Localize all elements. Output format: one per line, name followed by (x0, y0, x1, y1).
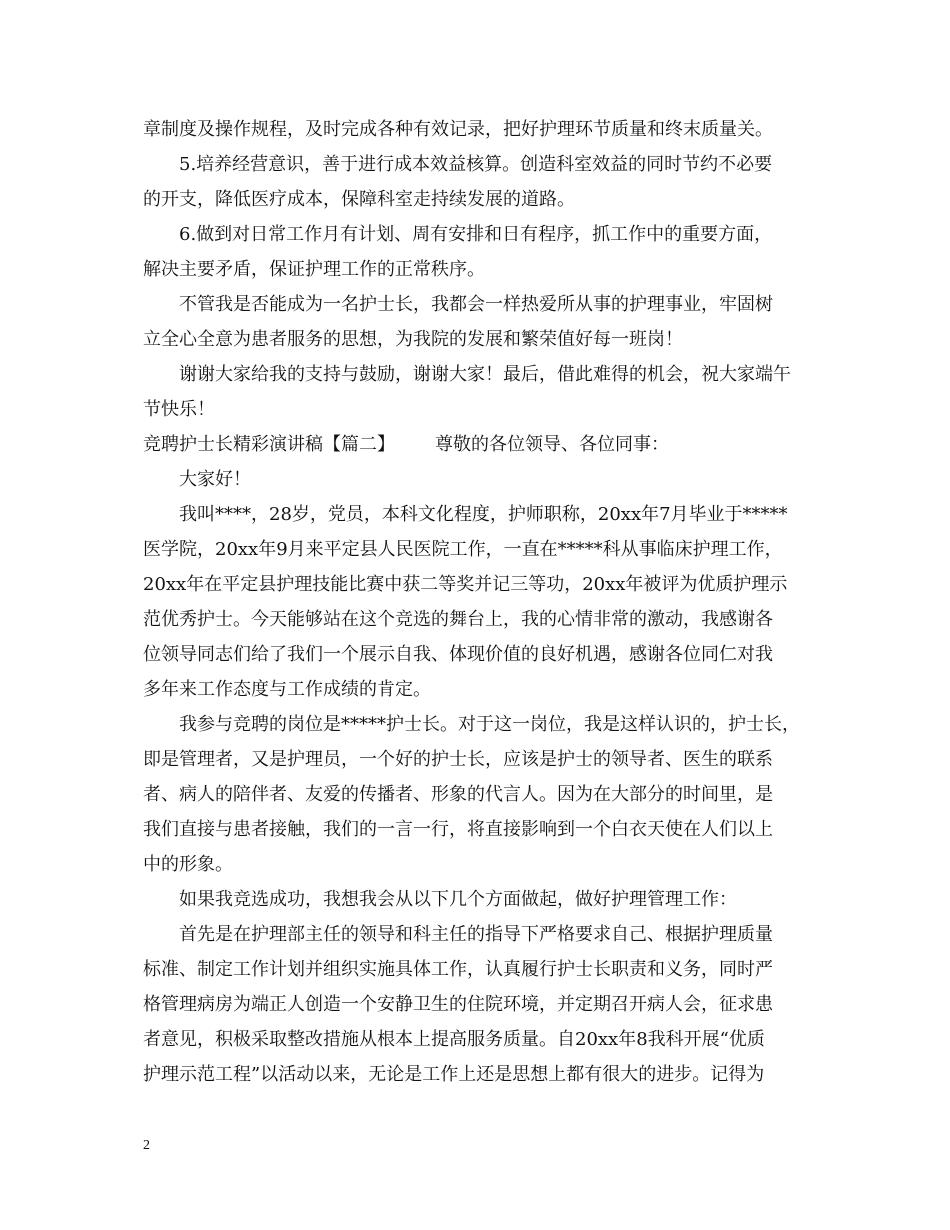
text-line: 医学院，20xx年9月来平定县人民医院工作，一直在*****科从事临床护理工作， (143, 539, 783, 560)
text-line: 中的形象。 (143, 854, 233, 875)
text-line: 如果我竞选成功，我想我会从以下几个方面做起，做好护理管理工作： (179, 889, 737, 910)
text-line: 谢谢大家给我的支持与鼓励，谢谢大家！最后，借此难得的机会，祝大家端午 (179, 364, 791, 385)
section-heading: 竞聘护士长精彩演讲稿【篇二】 尊敬的各位领导、各位同事： (143, 434, 670, 455)
text-line: 多年来工作态度与工作成绩的肯定。 (143, 679, 431, 700)
text-line: 20xx年在平定县护理技能比赛中获二等奖并记三等功，20xx年被评为优质护理示 (143, 574, 788, 595)
text-line: 立全心全意为患者服务的思想，为我院的发展和繁荣值好每一班岗！ (143, 329, 683, 350)
text-line: 的开支，降低医疗成本，保障科室走持续发展的道路。 (143, 189, 575, 210)
text-line: 我参与竞聘的岗位是*****护士长。对于这一岗位，我是这样认识的，护士长， (179, 714, 800, 735)
text-line: 不管我是否能成为一名护士长，我都会一样热爱所从事的护理事业，牢固树 (179, 294, 773, 315)
text-line: 解决主要矛盾，保证护理工作的正常秩序。 (143, 259, 485, 280)
page-number: 2 (143, 1138, 150, 1153)
text-line: 即是管理者，又是护理员，一个好的护士长，应该是护士的领导者、医生的联系 (143, 749, 773, 770)
text-line: 节快乐！ (143, 399, 215, 420)
text-line: 格管理病房为端正人创造一个安静卫生的住院环境，并定期召开病人会，征求患 (143, 994, 773, 1015)
text-line: 章制度及操作规程，及时完成各种有效记录，把好护理环节质量和终末质量关。 (143, 119, 773, 140)
text-line: 我叫****，28岁，党员，本科文化程度，护师职称，20xx年7月毕业于***** (179, 504, 788, 525)
text-line: 我们直接与患者接触，我们的一言一行，将直接影响到一个白衣天使在人们以上 (143, 819, 773, 840)
text-line: 位领导同志们给了我们一个展示自我、体现价值的良好机遇，感谢各位同仁对我 (143, 644, 773, 665)
text-line: 5.培养经营意识，善于进行成本效益核算。创造科室效益的同时节约不必要 (179, 154, 773, 175)
text-line: 范优秀护士。今天能够站在这个竞选的舞台上，我的心情非常的激动，我感谢各 (143, 609, 773, 630)
text-line: 6.做到对日常工作月有计划、周有安排和日有程序，抓工作中的重要方面， (179, 224, 773, 245)
text-line: 大家好！ (179, 469, 251, 490)
text-line: 护理示范工程”以活动以来，无论是工作上还是思想上都有很大的进步。记得为 (143, 1064, 765, 1085)
text-line: 首先是在护理部主任的领导和科主任的指导下严格要求自己、根据护理质量 (179, 924, 773, 945)
text-line: 者意见，积极采取整改措施从根本上提高服务质量。自20xx年8我科开展“优质 (143, 1029, 765, 1050)
text-line: 标准、制定工作计划并组织实施具体工作，认真履行护士长职责和义务，同时严 (143, 959, 773, 980)
text-line: 者、病人的陪伴者、友爱的传播者、形象的代言人。因为在大部分的时间里，是 (143, 784, 773, 805)
